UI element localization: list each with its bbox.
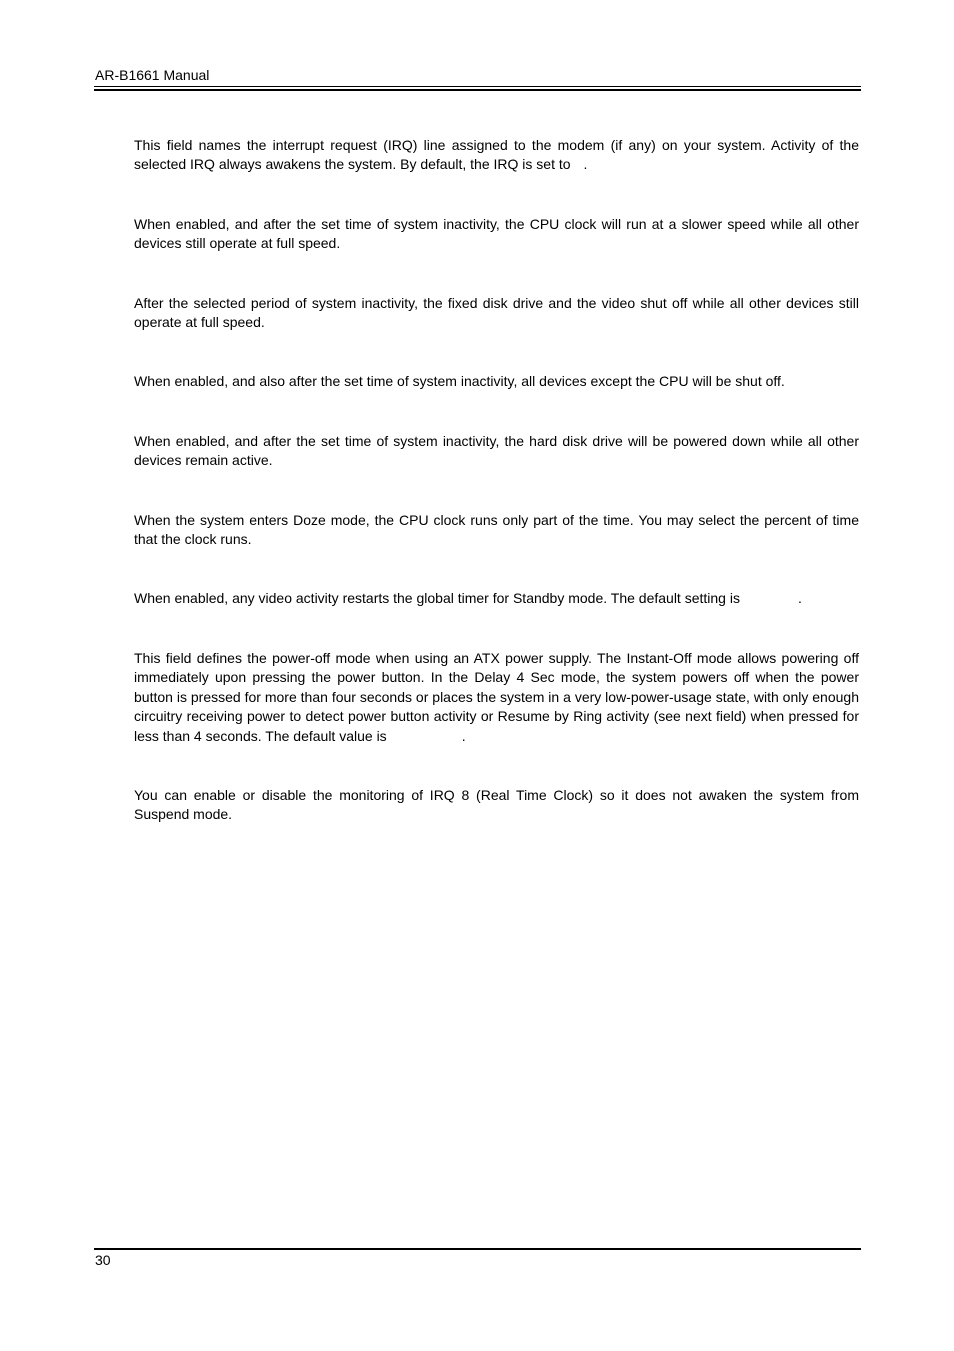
paragraph-text: When enabled, and also after the set time of system inactivity, all devices except the CPU will be shut off.: [134, 373, 785, 390]
paragraph-text: When enabled, any video activity restarts the global timer for Standby mode. The default setting is: [134, 590, 740, 607]
paragraph-suspend-mode: [134, 372, 859, 391]
paragraph-text-end: .: [461, 727, 466, 744]
paragraph-irq8-monitoring: [134, 786, 859, 825]
paragraph-text: After the selected period of system inactivity, the fixed disk drive and the video shut off while all other devices still operate at full speed.: [134, 294, 859, 331]
page-number: 30: [95, 1252, 111, 1268]
paragraph-modem-irq: [134, 136, 859, 175]
paragraph-text: This field names the interrupt request (IRQ) line assigned to the modem (if any) on your system. Activity of the selected IRQ always awakens the system. By default, the IRQ is set to: [134, 137, 859, 173]
paragraph-soft-off-by-pwr-btn: [134, 649, 859, 746]
paragraph-doze-mode: [134, 215, 859, 254]
paragraph-vga-active-monitor: [134, 589, 859, 608]
paragraph-text: When enabled, and after the set time of system inactivity, the hard disk drive will be powered down while all other devices remain active.: [134, 432, 859, 469]
header-rule-thick: [94, 89, 861, 91]
paragraph-text-end: .: [583, 156, 588, 173]
paragraph-text: When the system enters Doze mode, the CPU clock runs only part of the time. You may select the percent of time that the clock runs.: [134, 511, 859, 548]
document-header-title: AR-B1661 Manual: [95, 67, 210, 83]
paragraph-text: When enabled, and after the set time of system inactivity, the CPU clock will run at a slower speed while all other devices still operate at full speed.: [134, 215, 859, 252]
paragraph-standby-mode: [134, 294, 859, 333]
paragraph-hdd-power-down: [134, 432, 859, 471]
paragraph-text: This field defines the power-off mode when using an ATX power supply. The Instant-Off mode allows powering off immediately upon pressing the power button. In the Delay 4 Sec mode, the system powers off when the power button is pressed for more than four seconds or places the system in a very low-power-usage state, with only enough circuitry receiving power to detect power button activity or Resume by Ring activity (see next field) when pressed for less than 4 seconds. The default value is: [134, 649, 859, 744]
paragraph-text-end: .: [797, 590, 802, 607]
main-content: [134, 136, 859, 825]
footer-rule: [94, 1248, 861, 1250]
header-rule-thin: [94, 86, 861, 87]
paragraph-text: You can enable or disable the monitoring of IRQ 8 (Real Time Clock) so it does not awaken the system from Suspend mode.: [134, 786, 859, 823]
paragraph-throttle-duty-cycle: [134, 511, 859, 550]
